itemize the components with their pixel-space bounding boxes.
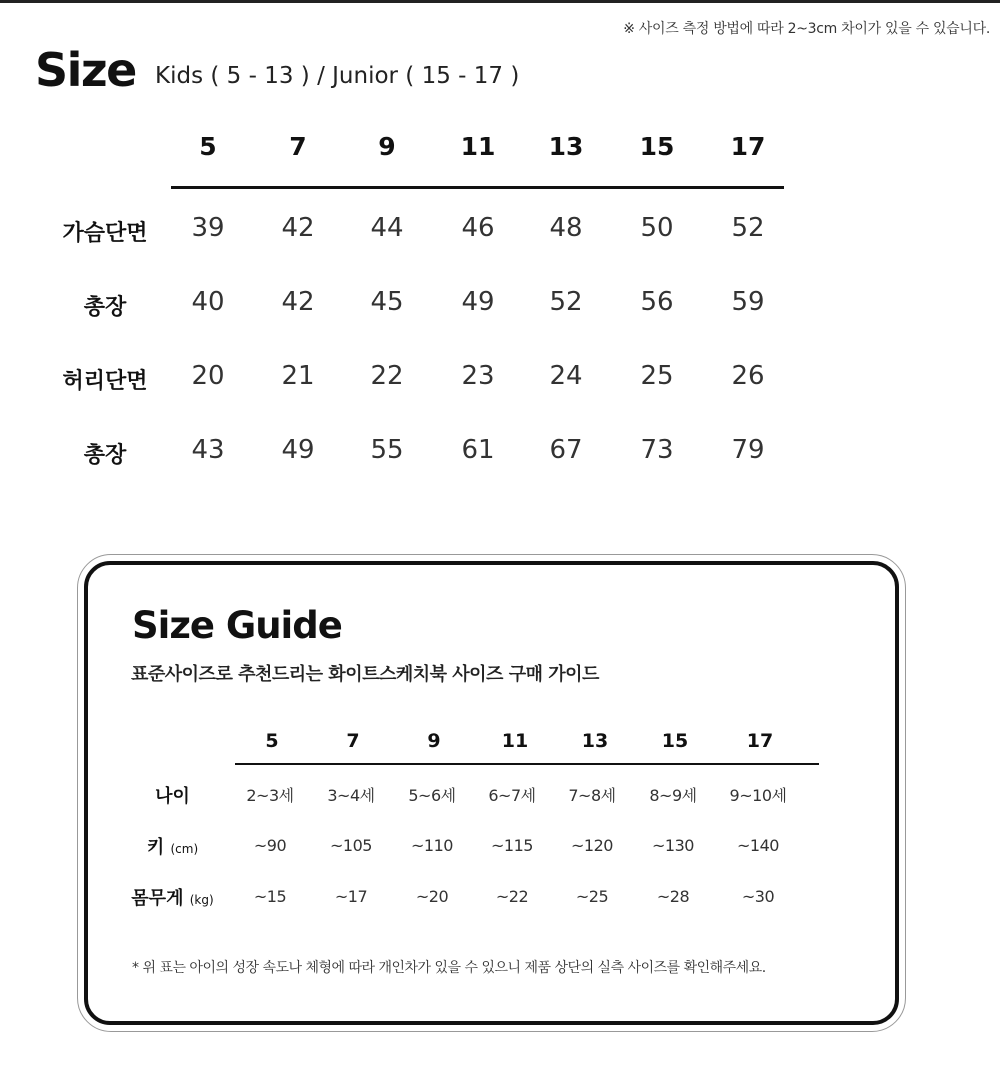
guide-cell: 8~9세	[649, 786, 697, 805]
size-header: 13	[548, 132, 584, 161]
size-table-divider	[171, 186, 784, 189]
guide-size-header: 11	[501, 730, 529, 752]
table-cell: 43	[191, 435, 225, 465]
guide-cell: ~30	[741, 887, 775, 906]
row-label: 허리단면	[62, 369, 148, 394]
row-label: 총장	[83, 443, 127, 468]
table-cell: 59	[731, 287, 765, 317]
table-cell: 26	[731, 361, 765, 391]
guide-row-label	[100, 833, 245, 859]
table-cell: 61	[461, 435, 495, 465]
guide-size-header: 5	[265, 730, 279, 752]
table-cell: 52	[549, 287, 583, 317]
table-cell: 56	[640, 287, 674, 317]
guide-cell: ~120	[571, 836, 613, 855]
guide-size-header: 7	[346, 730, 360, 752]
table-cell: 22	[370, 361, 404, 391]
size-guide-footnote: * 위 표는 아이의 성장 속도나 체형에 따라 개인차가 있을 수 있으니 제품 상단의 실측 사이즈를 확인해주세요.	[132, 960, 766, 976]
size-header: 7	[289, 132, 307, 161]
table-cell: 45	[370, 287, 404, 317]
table-cell: 55	[370, 435, 404, 465]
table-cell: 49	[461, 287, 495, 317]
guide-size-header: 15	[661, 730, 689, 752]
table-cell: 25	[640, 361, 674, 391]
table-cell: 42	[281, 287, 315, 317]
guide-cell: ~130	[652, 836, 694, 855]
table-cell: 48	[549, 213, 583, 243]
guide-cell: ~20	[415, 887, 449, 906]
guide-row-label-text: 키	[146, 837, 165, 858]
size-header: 9	[378, 132, 396, 161]
page-subtitle: Kids ( 5 - 13 ) / Junior ( 15 - 17 )	[155, 63, 520, 89]
guide-cell: ~90	[253, 836, 287, 855]
table-cell: 73	[640, 435, 674, 465]
table-cell: 20	[191, 361, 225, 391]
table-cell: 23	[461, 361, 495, 391]
guide-cell: ~110	[411, 836, 453, 855]
row-label: 총장	[83, 295, 127, 320]
table-cell: 50	[640, 213, 674, 243]
guide-cell: ~105	[330, 836, 372, 855]
table-cell: 52	[731, 213, 765, 243]
table-cell: 24	[549, 361, 583, 391]
guide-cell: 3~4세	[327, 786, 375, 805]
guide-cell: 9~10세	[729, 786, 787, 805]
page-title: Size	[35, 43, 136, 97]
guide-row-label	[100, 884, 245, 910]
guide-cell: ~140	[737, 836, 779, 855]
guide-cell: 5~6세	[408, 786, 456, 805]
size-guide-divider	[235, 763, 819, 765]
guide-cell: ~17	[334, 887, 368, 906]
size-header: 11	[460, 132, 496, 161]
guide-row-unit: (kg)	[189, 893, 214, 907]
guide-size-header: 9	[427, 730, 441, 752]
guide-row-label	[100, 782, 245, 808]
guide-cell: ~25	[575, 887, 609, 906]
guide-row-label-text: 몸무게	[131, 888, 184, 909]
size-guide-title: Size Guide	[132, 604, 342, 647]
size-header: 17	[730, 132, 766, 161]
table-cell: 21	[281, 361, 315, 391]
guide-cell: ~15	[253, 887, 287, 906]
top-divider	[0, 0, 1000, 3]
size-header: 15	[639, 132, 675, 161]
table-cell: 39	[191, 213, 225, 243]
guide-size-header: 13	[581, 730, 609, 752]
guide-cell: ~115	[491, 836, 533, 855]
table-cell: 40	[191, 287, 225, 317]
table-cell: 67	[549, 435, 583, 465]
table-cell: 42	[281, 213, 315, 243]
table-cell: 46	[461, 213, 495, 243]
guide-size-header: 17	[746, 730, 774, 752]
guide-cell: ~28	[656, 887, 690, 906]
row-label: 가슴단면	[62, 221, 148, 246]
guide-cell: 7~8세	[568, 786, 616, 805]
size-header: 5	[199, 132, 217, 161]
table-cell: 49	[281, 435, 315, 465]
measurement-note: ※ 사이즈 측정 방법에 따라 2~3cm 차이가 있을 수 있습니다.	[623, 21, 990, 37]
table-cell: 44	[370, 213, 404, 243]
guide-cell: 6~7세	[488, 786, 536, 805]
guide-row-unit: (cm)	[170, 842, 199, 856]
size-guide-subtitle: 표준사이즈로 추천드리는 화이트스케치북 사이즈 구매 가이드	[131, 664, 599, 685]
table-cell: 79	[731, 435, 765, 465]
guide-cell: ~22	[495, 887, 529, 906]
guide-cell: 2~3세	[246, 786, 294, 805]
guide-row-label-text: 나이	[155, 786, 190, 807]
